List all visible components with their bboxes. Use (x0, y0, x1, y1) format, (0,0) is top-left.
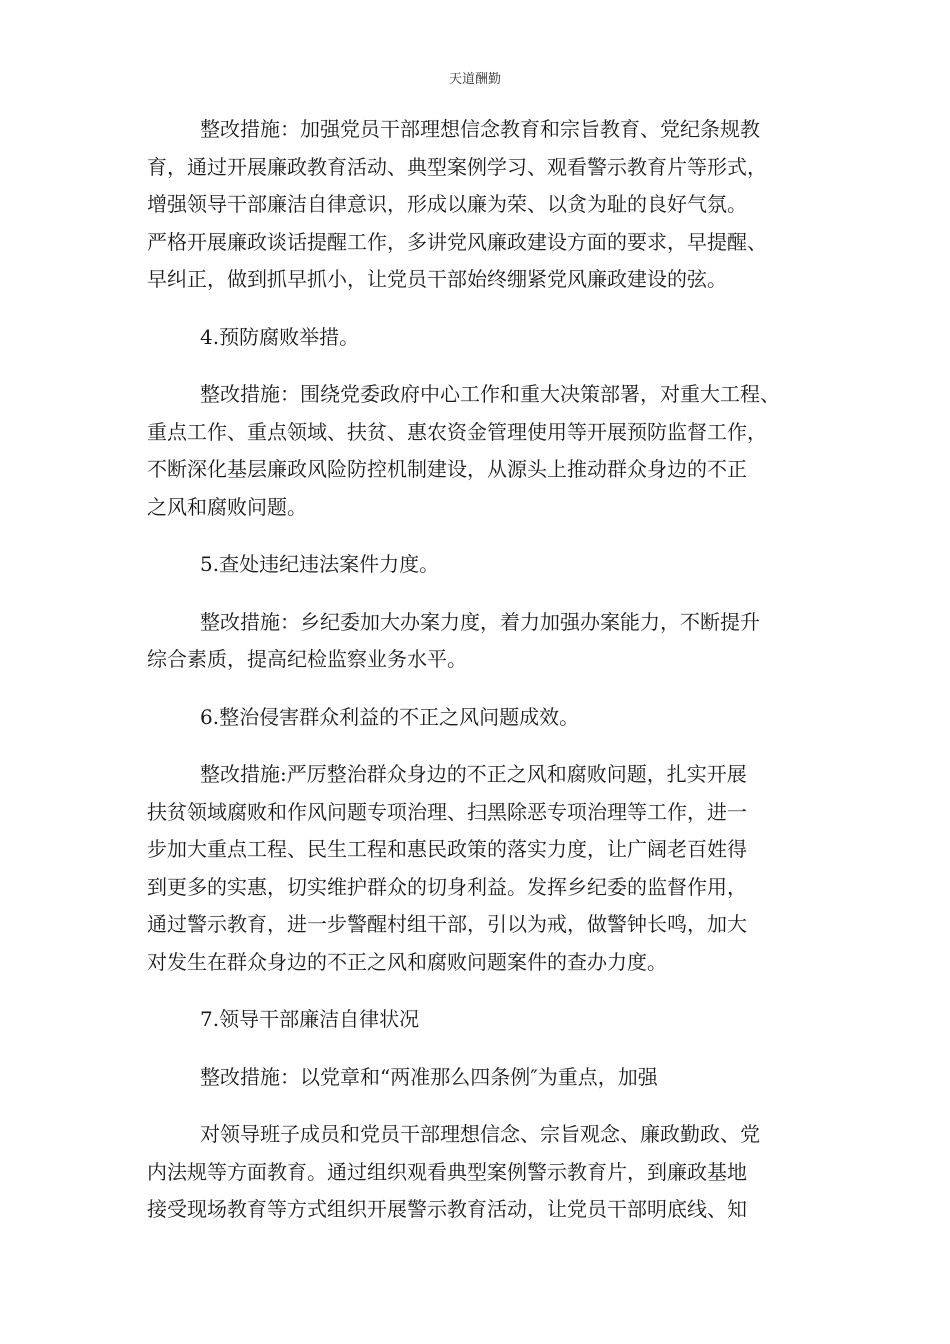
text-line: 重点工作、重点领域、扶贫、惠农资金管理使用等开展预防监督工作， (147, 419, 767, 444)
text-line: 接受现场教育等方式组织开展警示教育活动，让党员干部明底线、知 (147, 1197, 747, 1221)
text-line: 4.预防腐败举措。 (200, 324, 360, 349)
text-line: 内法规等方面教育。通过组织观看典型案例警示教育片，到廉政基地 (147, 1159, 747, 1184)
text-line: 步加大重点工程、民生工程和惠民政策的落实力度，让广阔老百姓得 (147, 837, 747, 861)
text-line: 整改措施：围绕党委政府中心工作和重大决策部署，对重大工程、 (200, 382, 780, 406)
text-line: 不断深化基层廉政风险防控机制建设，从源头上推动群众身边的不正 (147, 457, 747, 481)
page-header: 天道酬勤 (448, 72, 501, 87)
paragraph (147, 604, 807, 679)
paragraph (147, 319, 807, 357)
paragraph (147, 756, 807, 981)
text-line: 通过警示教育，进一步警醒村组干部，引以为戒，做警钟长鸣，加大 (147, 912, 747, 936)
text-line: 5.查处违纪违法案件力度。 (200, 552, 440, 576)
text-line: 对发生在群众身边的不正之风和腐败问题案件的查办力度。 (147, 949, 667, 974)
text-line: 整改措施：乡纪委加大办案力度，着力加强办案能力，不断提升 (200, 609, 760, 634)
text-line: 育，通过开展廉政教育活动、典型案例学习、观看警示教育片等形式， (147, 154, 767, 179)
paragraph (147, 111, 807, 299)
paragraph (147, 1001, 807, 1039)
text-line: 6.整治侵害群众利益的不正之风问题成效。 (200, 704, 580, 729)
paragraph (147, 699, 807, 737)
document-body (147, 111, 807, 1249)
text-line: 整改措施：以党章和“两准那么四条例″为重点，加强 (200, 1064, 658, 1089)
text-line: 扶贫领域腐败和作风问题专项治理、扫黑除恶专项治理等工作，进一 (147, 799, 747, 824)
text-line: 严格开展廉政谈话提醒工作，多讲党风廉政建设方面的要求，早提醒、 (147, 229, 767, 254)
paragraph (147, 376, 807, 526)
text-line: 增强领导干部廉洁自律意识，形成以廉为荣、以贪为耻的良好气氛。 (147, 192, 747, 216)
text-line: 之风和腐败问题。 (147, 494, 307, 519)
text-line: 7.领导干部廉洁自律状况 (200, 1007, 420, 1031)
text-line: 整改措施：加强党员干部理想信念教育和宗旨教育、党纪条规教 (200, 117, 760, 141)
paragraph (147, 1116, 807, 1229)
paragraph (147, 546, 807, 584)
text-line: 对领导班子成员和党员干部理想信念、宗旨观念、廉政勤政、党 (200, 1122, 760, 1146)
text-line: 整改措施:严厉整治群众身边的不正之风和腐败问题，扎实开展 (200, 762, 747, 786)
paragraph (147, 1059, 807, 1097)
text-line: 早纠正，做到抓早抓小，让党员干部始终绷紧党风廉政建设的弦。 (147, 267, 727, 291)
text-line: 综合素质，提高纪检监察业务水平。 (147, 647, 467, 671)
text-line: 到更多的实惠，切实维护群众的切身利益。发挥乡纪委的监督作用， (147, 874, 747, 899)
